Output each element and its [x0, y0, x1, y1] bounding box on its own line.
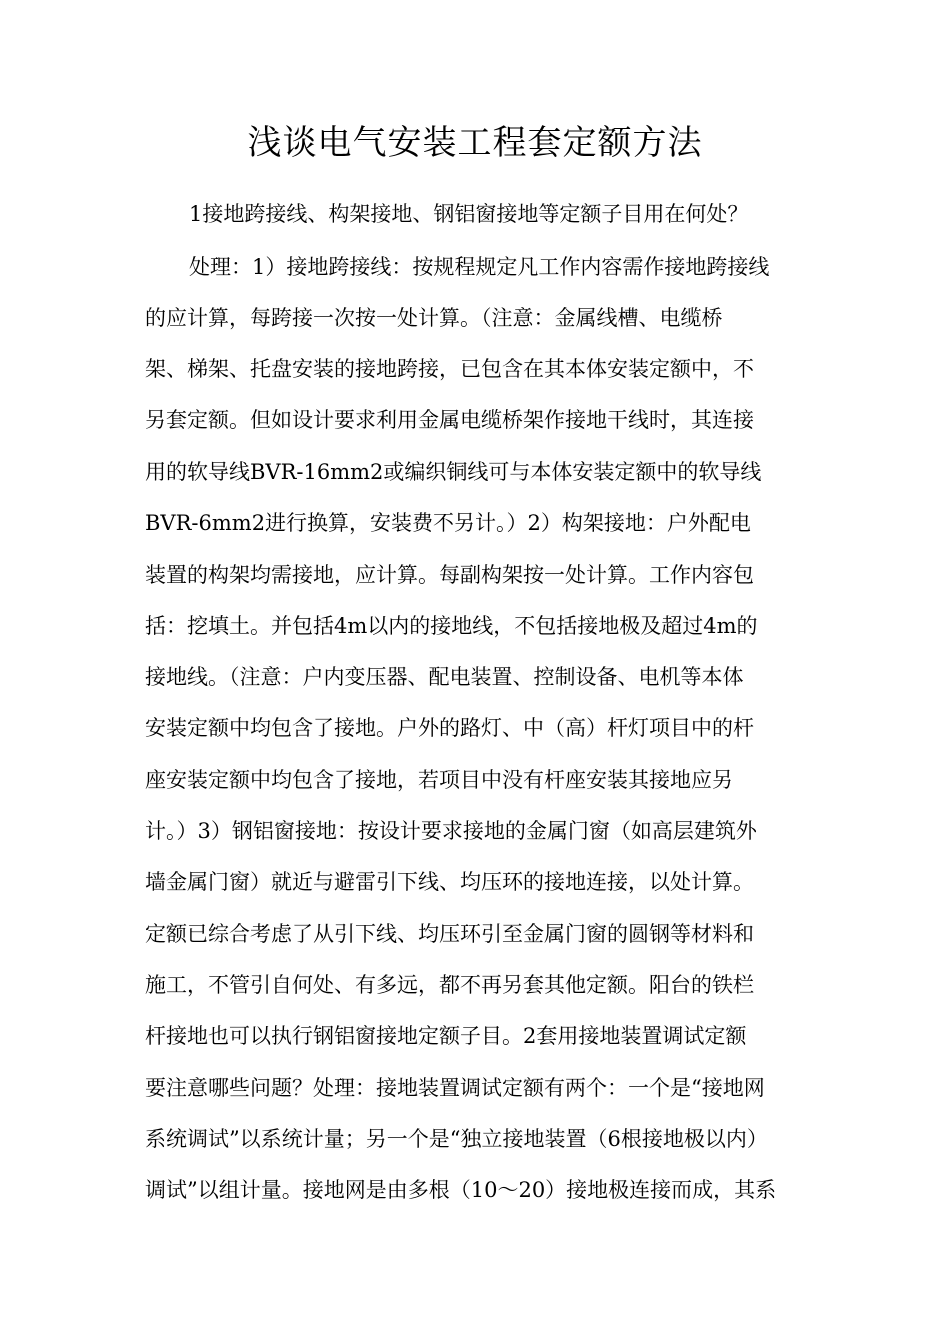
- paragraph-line: 墙金属门窗）就近与避雷引下线、均压环的接地连接，以处计算。: [145, 870, 754, 894]
- paragraph-line: 施工，不管引自何处、有多远，都不再另套其他定额。阳台的铁栏: [145, 973, 754, 997]
- paragraph-line: 座安装定额中均包含了接地，若项目中没有杆座安装其接地应另: [145, 768, 733, 792]
- paragraph-line: 安装定额中均包含了接地。户外的路灯、中（高）杆灯项目中的杆: [145, 716, 754, 740]
- paragraph-line: 装置的构架均需接地，应计算。每副构架按一处计算。工作内容包: [145, 563, 754, 587]
- question-line: 1接地跨接线、构架接地、钢铝窗接地等定额子目用在何处？: [189, 202, 749, 226]
- paragraph-line: 的应计算，每跨接一次按一处计算。（注意：金属线槽、电缆桥: [145, 306, 723, 330]
- paragraph-line: 计。）3）钢铝窗接地：按设计要求接地的金属门窗（如高层建筑外: [145, 819, 757, 843]
- paragraph-line: 系统调试”以系统计量；另一个是“独立接地装置（6根接地极以内）: [145, 1127, 768, 1151]
- document-title: 浅谈电气安装工程套定额方法: [247, 123, 703, 163]
- paragraph-line: 要注意哪些问题？处理：接地装置调试定额有两个：一个是“接地网: [145, 1076, 765, 1100]
- paragraph-line: 处理：1）接地跨接线：按规程规定凡工作内容需作接地跨接线: [189, 255, 770, 279]
- paragraph-line: 用的软导线BVR-16mm2或编织铜线可与本体安装定额中的软导线: [145, 460, 762, 484]
- paragraph-line: 调试”以组计量。接地网是由多根（10～20）接地极连接而成，其系: [145, 1178, 777, 1202]
- paragraph-line: 架、梯架、托盘安装的接地跨接，已包含在其本体安装定额中，不: [145, 357, 754, 381]
- paragraph-line: 另套定额。但如设计要求利用金属电缆桥架作接地干线时，其连接: [145, 408, 754, 432]
- paragraph-line: BVR-6mm2进行换算，安装费不另计。）2）构架接地：户外配电: [145, 511, 751, 535]
- paragraph-line: 定额已综合考虑了从引下线、均压环引至金属门窗的圆钢等材料和: [145, 922, 754, 946]
- paragraph-line: 接地线。（注意：户内变压器、配电装置、控制设备、电机等本体: [145, 665, 744, 689]
- paragraph-line: 杆接地也可以执行钢铝窗接地定额子目。2套用接地装置调试定额: [145, 1024, 747, 1048]
- paragraph-line: 括：挖填土。并包括4m以内的接地线，不包括接地极及超过4m的: [145, 614, 758, 638]
